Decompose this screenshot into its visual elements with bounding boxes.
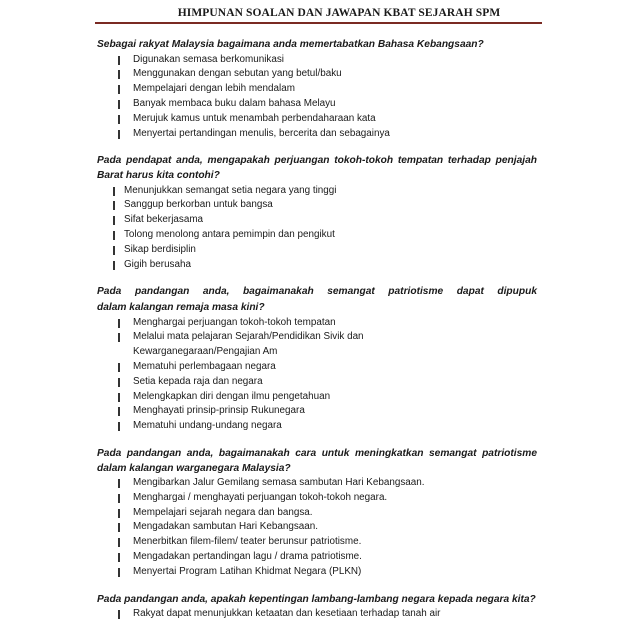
bullet-icon	[118, 130, 120, 139]
question-4: Pada pandangan anda, bagaimanakah cara untuk meningkatkan semangat patriotisme dalam kalangan warganegara Malaysia?	[97, 447, 537, 474]
answer-list-5	[97, 607, 537, 622]
list-item: Mematuhi undang-undang negara	[97, 419, 537, 434]
answer-list-4	[97, 476, 537, 580]
question-section-2	[97, 154, 537, 272]
list-item: Mengadakan sambutan Hari Kebangsaan.	[97, 520, 537, 535]
list-item: Mempelajari dengan lebih mendalam	[97, 82, 537, 97]
list-item: Menggunakan dengan sebutan yang betul/baku	[97, 67, 537, 82]
bullet-icon	[118, 319, 120, 328]
list-item: Sikap berdisiplin	[97, 243, 537, 258]
bullet-icon	[118, 333, 120, 342]
bullet-icon	[118, 538, 120, 547]
list-item: Mempelajari sejarah negara dan bangsa.	[97, 506, 537, 521]
question-3-line-1: Pada pandangan anda, bagaimanakah semangat patriotisme dapat dipupuk	[97, 286, 537, 298]
bullet-icon	[118, 393, 120, 402]
question-section-1	[97, 38, 537, 141]
list-item: Sanggup berkorban untuk bangsa	[97, 198, 537, 213]
question-1: Sebagai rakyat Malaysia bagaimana anda memertabatkan Bahasa Kebangsaan?	[97, 39, 484, 50]
bullet-icon	[118, 70, 120, 79]
header-rule	[95, 22, 542, 24]
bullet-icon	[118, 479, 120, 488]
list-item: Menyertai pertandingan menulis, bercerita dan sebagainya	[97, 127, 537, 142]
answer-list-3	[97, 316, 537, 434]
bullet-icon	[118, 56, 120, 65]
bullet-icon	[113, 261, 115, 270]
question-section-5	[97, 593, 537, 622]
list-item: Menghargai / menghayati perjuangan tokoh-tokoh negara.	[97, 491, 537, 506]
list-item: Menerbitkan filem-filem/ teater berunsur patriotisme.	[97, 535, 537, 550]
document-title: HIMPUNAN SOALAN DAN JAWAPAN KBAT SEJARAH SPM	[177, 7, 501, 19]
list-item: Digunakan semasa berkomunikasi	[97, 53, 537, 68]
list-item: Mengibarkan Jalur Gemilang semasa sambutan Hari Kebangsaan.	[97, 476, 537, 491]
list-item: Menunjukkan semangat setia negara yang tinggi	[97, 184, 537, 199]
list-item: Gigih berusaha	[97, 258, 537, 273]
bullet-icon	[118, 363, 120, 372]
list-item: Mengadakan pertandingan lagu / drama patriotisme.	[97, 550, 537, 565]
list-item: Kewarganegaraan/Pengajian Am	[133, 346, 278, 358]
bullet-icon	[118, 553, 120, 562]
bullet-icon	[118, 494, 120, 503]
list-item: Menyertai Program Latihan Khidmat Negara (PLKN)	[97, 565, 537, 580]
bullet-icon	[118, 568, 120, 577]
bullet-icon	[118, 100, 120, 109]
list-item: Melengkapkan diri dengan ilmu pengetahuan	[97, 390, 537, 405]
document-header	[0, 0, 638, 19]
question-section-3	[97, 285, 537, 434]
list-item: Banyak membaca buku dalam bahasa Melayu	[97, 97, 537, 112]
question-5: Pada pandangan anda, apakah kepentingan lambang-lambang negara kepada negara kita?	[97, 593, 536, 605]
list-item: Merujuk kamus untuk menambah perbendaharaan kata	[97, 112, 537, 127]
list-item: Sifat bekerjasama	[97, 213, 537, 228]
question-section-4	[97, 447, 537, 580]
question-2: Pada pendapat anda, mengapakah perjuangan tokoh-tokoh tempatan terhadap penjajah Barat harus kita contohi?	[97, 155, 537, 181]
bullet-icon	[118, 422, 120, 431]
bullet-icon	[118, 407, 120, 416]
list-item: Tolong menolong antara pemimpin dan pengikut	[97, 228, 537, 243]
question-3-line-2: dalam kalangan remaja masa kini?	[97, 301, 265, 313]
list-item: Setia kepada raja dan negara	[97, 375, 537, 390]
bullet-icon	[118, 378, 120, 387]
bullet-icon	[113, 246, 115, 255]
bullet-icon	[118, 85, 120, 94]
answer-list-2	[97, 184, 537, 273]
bullet-icon	[118, 509, 120, 518]
answer-list-1	[97, 53, 537, 142]
bullet-icon	[113, 201, 115, 210]
list-item: Melalui mata pelajaran Sejarah/Pendidikan Sivik dan	[97, 330, 537, 345]
bullet-icon	[113, 231, 115, 240]
bullet-icon	[118, 610, 120, 619]
list-item: Menghargai perjuangan tokoh-tokoh tempatan	[97, 316, 537, 331]
list-item: Mematuhi perlembagaan negara	[97, 360, 537, 375]
bullet-icon	[118, 523, 120, 532]
document-body	[97, 38, 537, 622]
list-item: Menghayati prinsip-prinsip Rukunegara	[97, 404, 537, 419]
bullet-icon	[113, 187, 115, 196]
bullet-icon	[113, 216, 115, 225]
list-item: Rakyat dapat menunjukkan ketaatan dan kesetiaan terhadap tanah air	[97, 607, 537, 622]
bullet-icon	[118, 115, 120, 124]
